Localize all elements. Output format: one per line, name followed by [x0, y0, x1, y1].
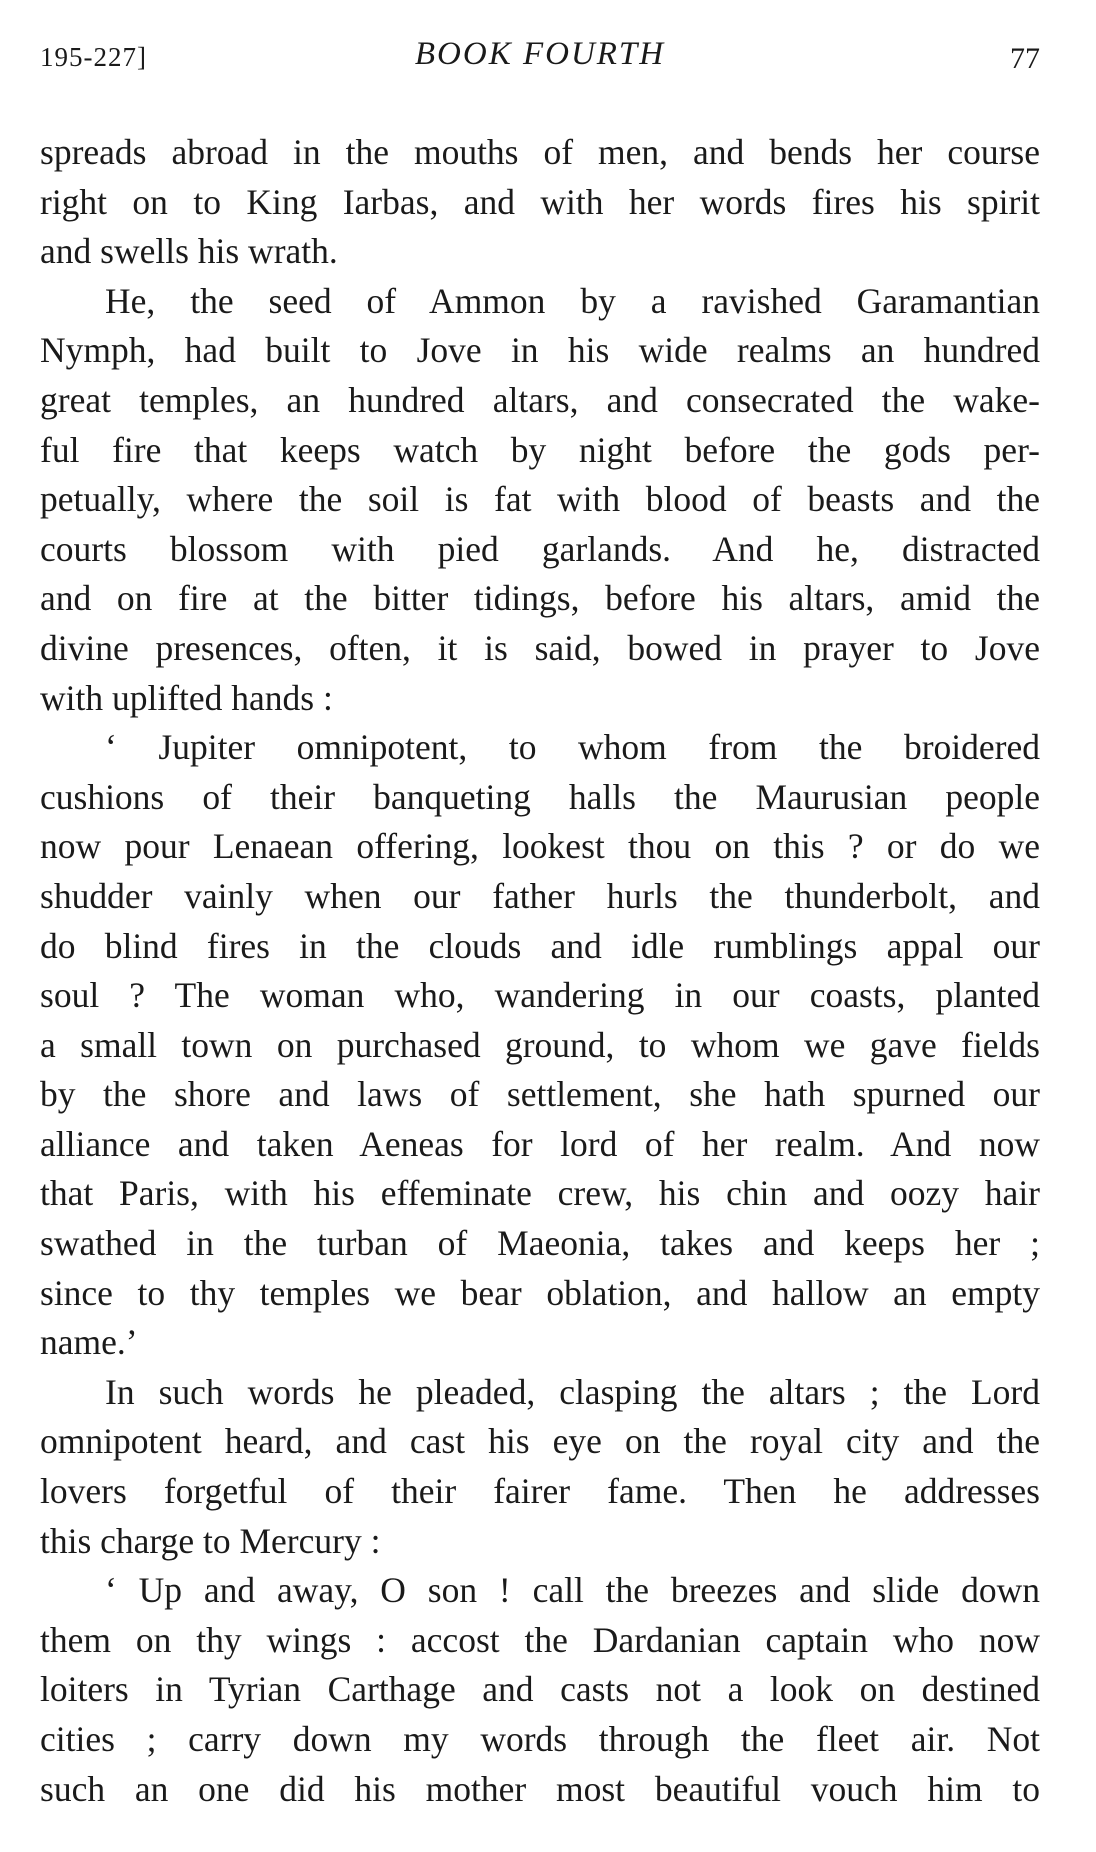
text-line: them on thy wings : accost the Dardanian captain who now: [40, 1619, 1040, 1660]
text-line: ful fire that keeps watch by night before the gods per-: [40, 429, 1040, 470]
text-line: ‘ Up and away, O son ! call the breezes and slide down: [105, 1570, 1040, 1611]
text-line: with uplifted hands :: [40, 677, 333, 718]
text-line: petually, where the soil is fat with blood of beasts and the: [40, 479, 1040, 520]
book-title: BOOK FOURTH: [414, 36, 666, 72]
text-line: name.’: [40, 1322, 138, 1363]
text-line: loiters in Tyrian Carthage and casts not a look on destined: [40, 1669, 1040, 1710]
line-range: 195-227]: [40, 42, 147, 72]
text-line: do blind fires in the clouds and idle rumblings appal our: [40, 925, 1040, 966]
text-line: and swells his wrath.: [40, 231, 338, 272]
text-line: lovers forgetful of their fairer fame. Then he addresses: [40, 1471, 1040, 1512]
text-line: courts blossom with pied garlands. And he, distracted: [40, 528, 1040, 569]
text-line: by the shore and laws of settlement, she hath spurned our: [40, 1074, 1040, 1115]
text-line: cushions of their banqueting halls the Maurusian people: [40, 776, 1040, 817]
text-line: swathed in the turban of Maeonia, takes and keeps her ;: [40, 1223, 1040, 1264]
text-line: omnipotent heard, and cast his eye on the royal city and the: [40, 1421, 1040, 1462]
text-line: such an one did his mother most beautiful vouch him to: [40, 1768, 1040, 1809]
text-line: In such words he pleaded, clasping the altars ; the Lord: [105, 1371, 1040, 1412]
text-line: and on fire at the bitter tidings, before his altars, amid the: [40, 578, 1040, 619]
text-line: this charge to Mercury :: [40, 1520, 381, 1561]
text-line: divine presences, often, it is said, bowed in prayer to Jove: [40, 627, 1040, 668]
text-line: He, the seed of Ammon by a ravished Garamantian: [105, 280, 1040, 321]
text-line: alliance and taken Aeneas for lord of her realm. And now: [40, 1123, 1040, 1164]
running-head: [40, 30, 1040, 88]
text-line: shudder vainly when our father hurls the thunderbolt, and: [40, 875, 1040, 916]
text-line: Nymph, had built to Jove in his wide realms an hundred: [40, 330, 1040, 371]
text-line: since to thy temples we bear oblation, and hallow an empty: [40, 1272, 1040, 1313]
text-line: great temples, an hundred altars, and consecrated the wake-: [40, 379, 1040, 420]
text-line: right on to King Iarbas, and with her words fires his spirit: [40, 181, 1040, 222]
text-line: now pour Lenaean offering, lookest thou on this ? or do we: [40, 826, 1040, 867]
text-line: soul ? The woman who, wandering in our coasts, planted: [40, 975, 1040, 1016]
text-line: that Paris, with his effeminate crew, his chin and oozy hair: [40, 1173, 1040, 1214]
body-text: [40, 128, 1040, 1814]
text-line: spreads abroad in the mouths of men, and bends her course: [40, 132, 1040, 172]
text-line: cities ; carry down my words through the fleet air. Not: [40, 1719, 1040, 1759]
book-page: [40, 30, 1040, 1814]
text-line: ‘ Jupiter omnipotent, to whom from the broidered: [105, 727, 1040, 768]
text-line: a small town on purchased ground, to whom we gave fields: [40, 1024, 1040, 1065]
page-number: 77: [1010, 42, 1040, 75]
